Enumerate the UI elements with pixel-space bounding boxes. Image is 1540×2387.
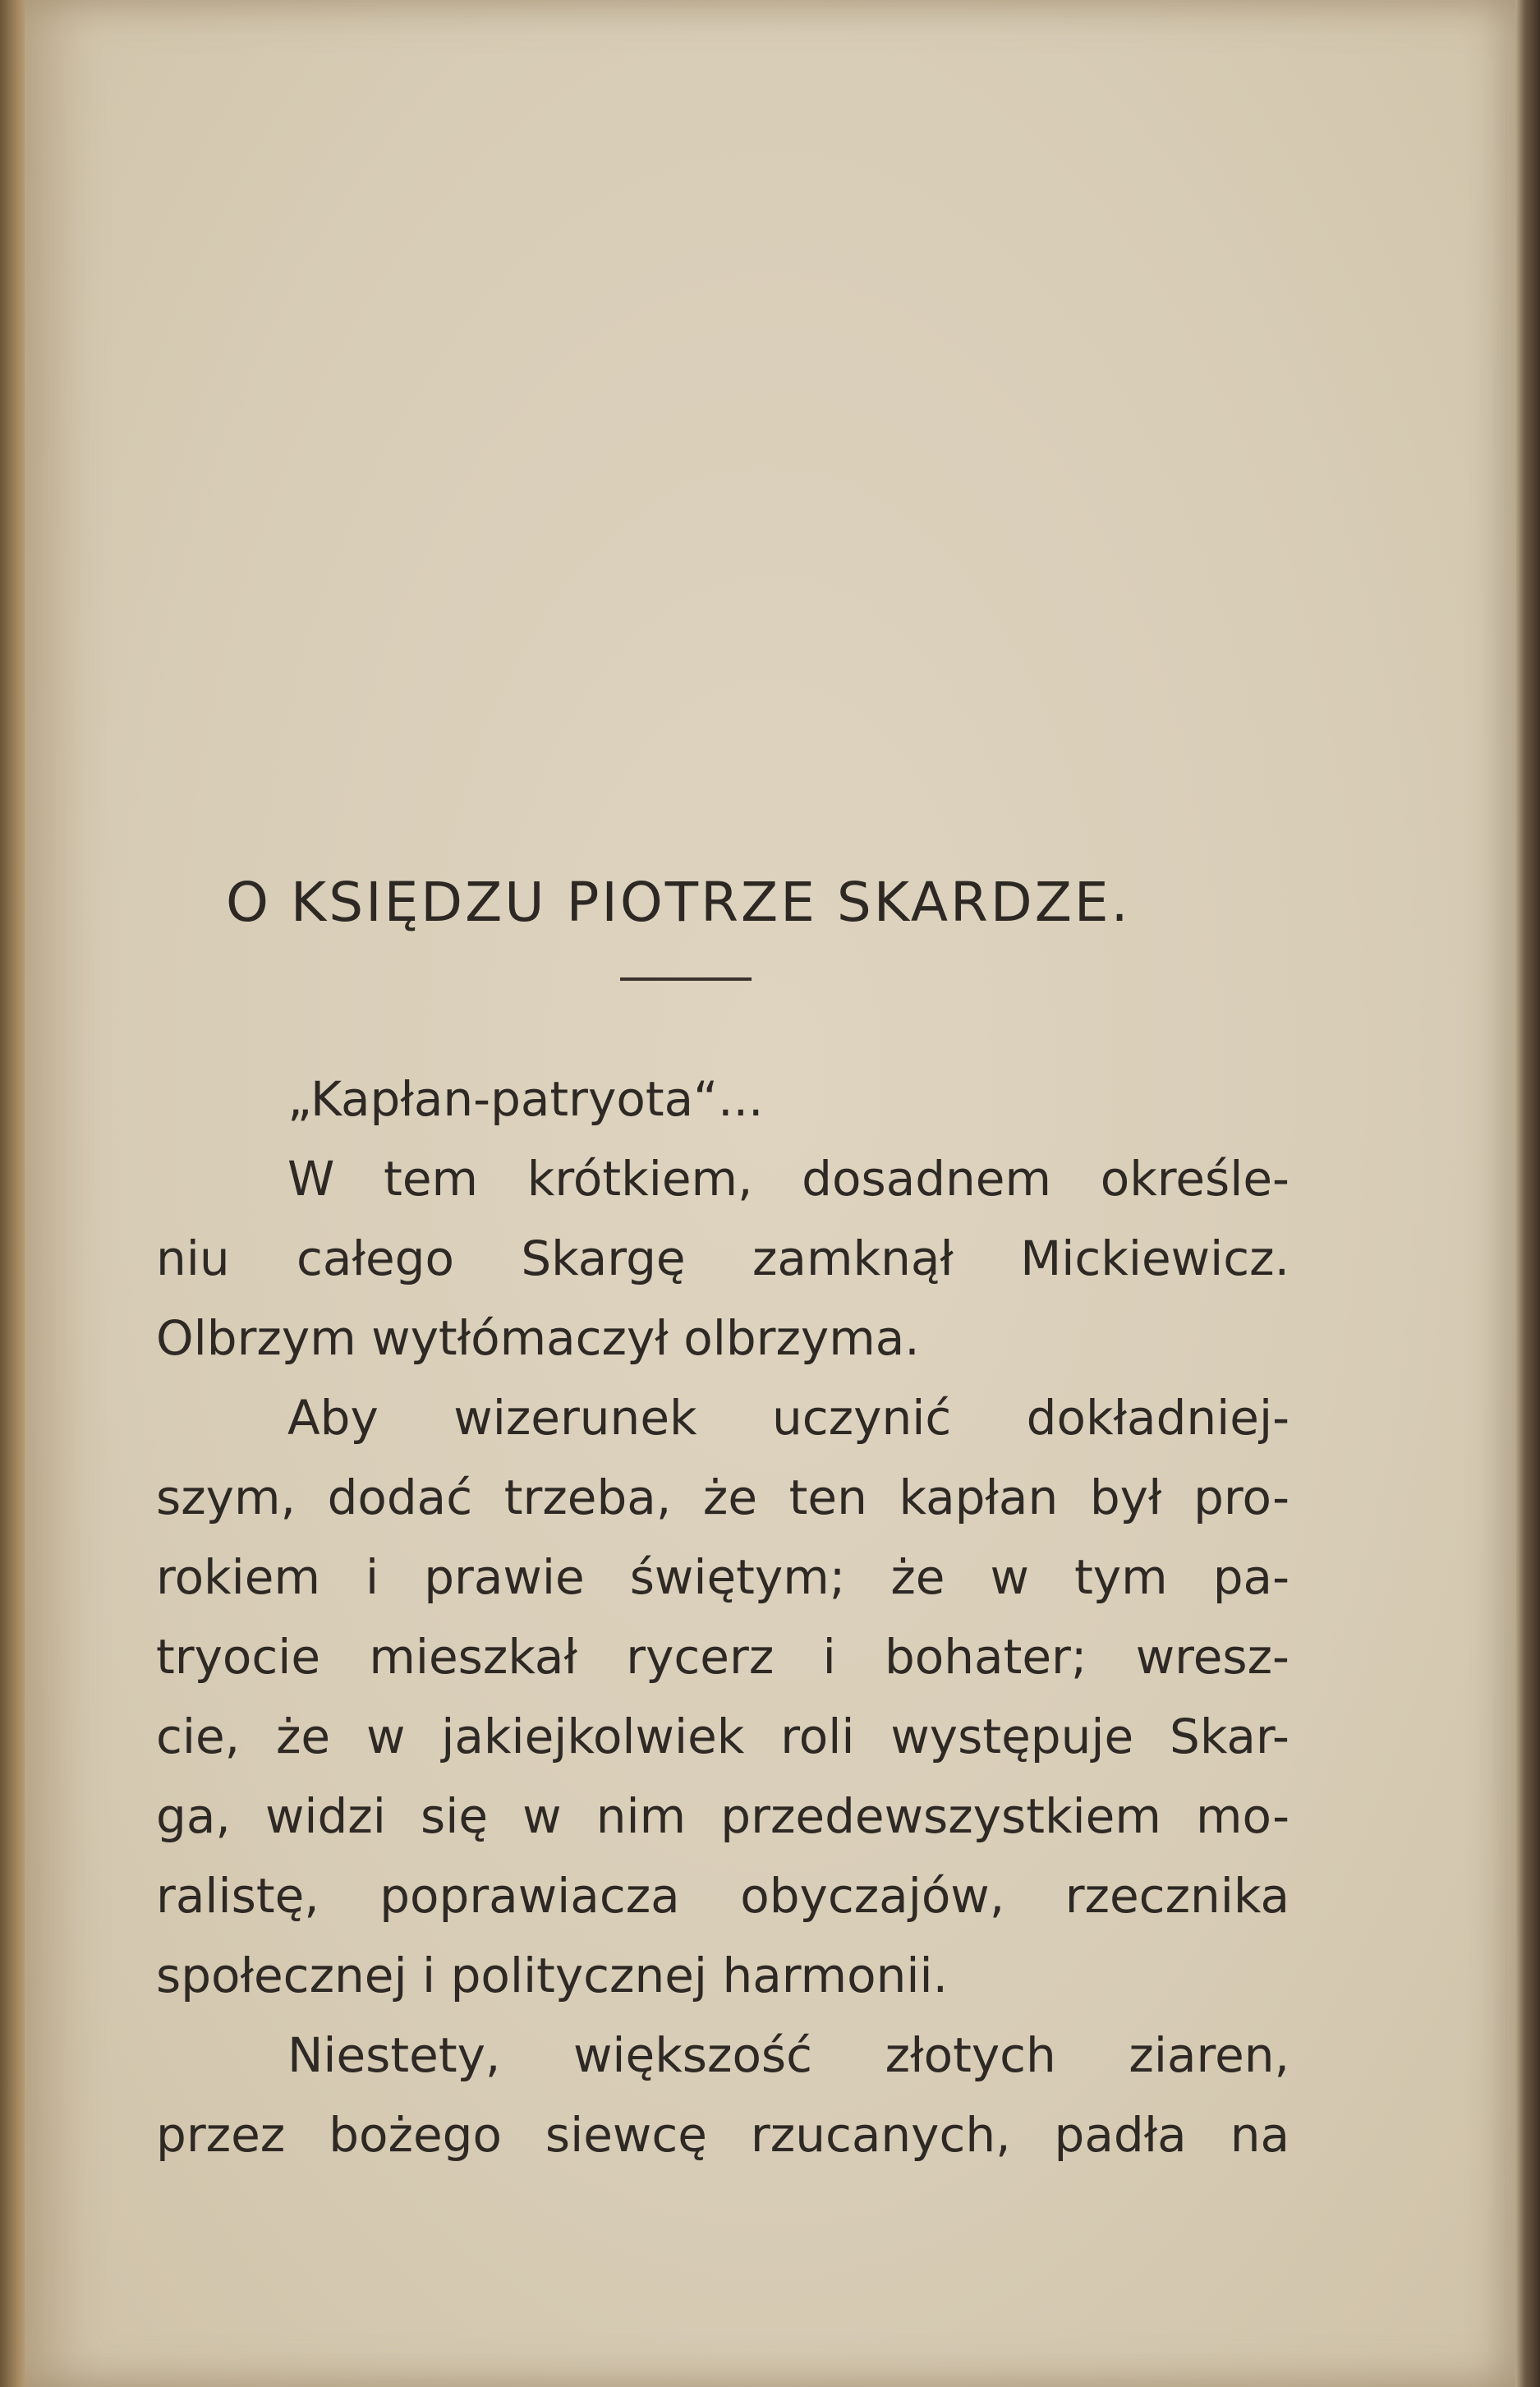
text-line: niu całego Skargę zamknął Mickiewicz. (156, 1230, 1289, 1286)
text-line: Aby wizerunek uczynić dokładniej- (287, 1390, 1289, 1446)
text-line: przez bożego siewcę rzucanych, padła na (156, 2107, 1289, 2163)
text-line: cie, że w jakiejkolwiek roli występuje Skar- (156, 1709, 1289, 1764)
text-line: rokiem i prawie świętym; że w tym pa- (156, 1549, 1289, 1605)
page-edge (1515, 0, 1540, 2387)
book-page (25, 0, 1515, 2387)
text-line: szym, dodać trzeba, że ten kapłan był pro- (156, 1469, 1289, 1525)
body-text (156, 1060, 1289, 2175)
text-line: Niestety, większość złotych ziaren, (287, 2027, 1289, 2083)
text-line: „Kapłan-patryota“... (287, 1071, 764, 1127)
text-line: Olbrzym wytłómaczył olbrzyma. (156, 1310, 920, 1366)
title-divider (620, 977, 752, 981)
chapter-title: O KSIĘDZU PIOTRZE SKARDZE. (226, 871, 1131, 934)
text-line: ga, widzi się w nim przedewszystkiem mo- (156, 1788, 1289, 1844)
text-line: W tem krótkiem, dosadnem określe- (287, 1151, 1289, 1207)
text-line: tryocie mieszkał rycerz i bohater; wresz- (156, 1629, 1289, 1685)
text-line: społecznej i politycznej harmonii. (156, 1948, 949, 2003)
text-line: ralistę, poprawiacza obyczajów, rzecznika (156, 1868, 1289, 1924)
